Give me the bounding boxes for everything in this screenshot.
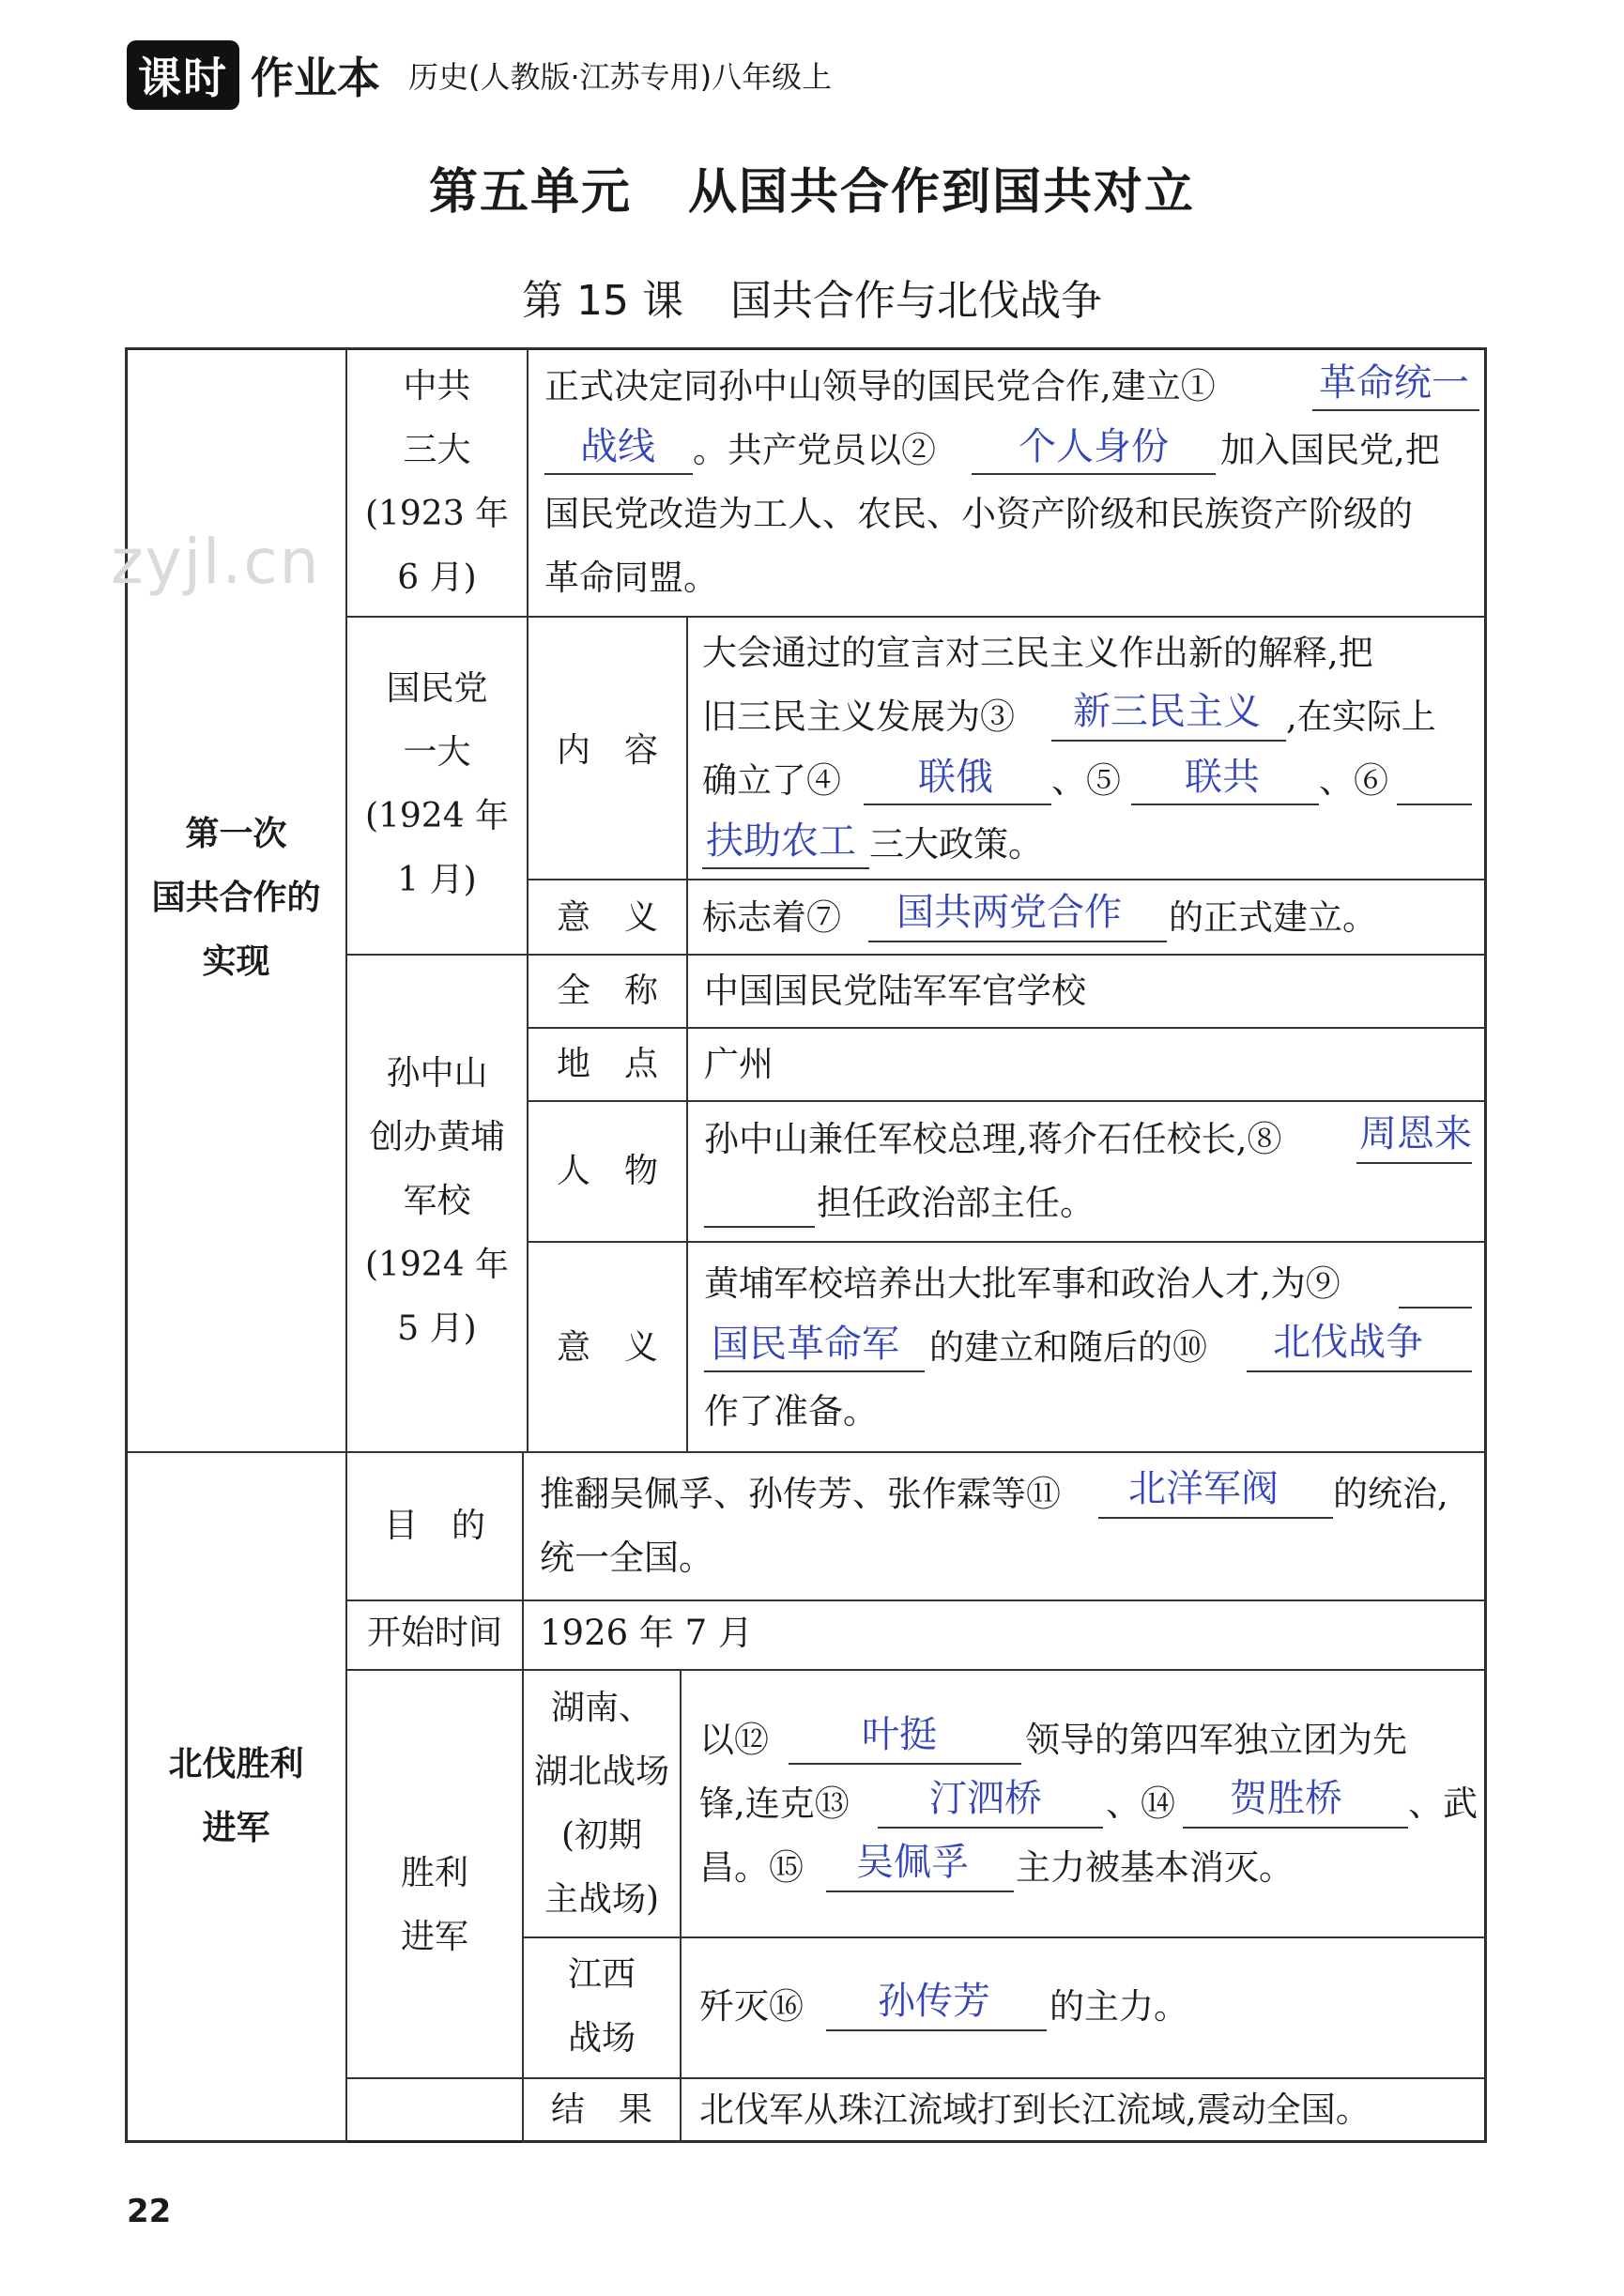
zhonggong-line1: 正式决定同孙中山领导的国民党合作,建立① [544,366,1216,406]
blank-8b [704,1226,815,1228]
blank-9a [1399,1307,1472,1309]
blank-1 [1312,409,1479,411]
answer-2: 个人身份 [1019,425,1169,468]
zhonggong-label-4: 6 月) [397,559,477,597]
goal-line1a: 推翻吴佩孚、孙传芳、张作霖等⑪ [540,1474,1061,1514]
answer-5: 联共 [1185,756,1260,799]
hp-meaning-label: 意 义 [556,1328,658,1367]
blank-3 [1051,740,1286,742]
hunan-line3b: 主力被基本消灭。 [1016,1847,1294,1888]
answer-16: 孙传芳 [878,1980,990,2023]
gmd-label-3: (1924 年 [364,797,510,835]
watermark-text: zyjl.cn [111,526,321,598]
hp-meaning-2b: 的建立和随后的⑩ [929,1327,1207,1368]
answer-6: 扶助农工 [706,819,856,863]
hp-people-label: 人 物 [556,1152,658,1190]
hp-meaning-1: 黄埔军校培养出大批军事和政治人才,为⑨ [704,1263,1341,1304]
gmd-label-1: 国民党 [386,669,488,708]
jiangxi-line-b: 的主力。 [1049,1986,1188,2027]
gmd-meaning-b: 的正式建立。 [1169,897,1377,938]
zhonggong-line2b: 加入国民党,把 [1220,430,1440,470]
huangpu-label-2: 创办黄埔 [369,1118,505,1156]
hunan-label-4: 主战场) [544,1880,660,1919]
hunan-label-3: (初期 [560,1816,643,1855]
start-label: 开始时间 [366,1614,502,1652]
answer-3: 新三民主义 [1073,690,1261,733]
hp-place: 广州 [704,1044,774,1084]
result-label: 结 果 [550,2090,652,2129]
answer-7: 国共两党合作 [896,891,1122,934]
hunan-line1b: 领导的第四军独立团为先 [1025,1720,1407,1760]
series-logo: 课时 [127,40,239,110]
gmd-line3b: 、⑤ [1051,760,1121,801]
hp-people-a: 孙中山兼任军校总理,蒋介石任校长,⑧ [704,1119,1282,1159]
goal-line1b: 的统治, [1333,1474,1448,1514]
huangpu-label-4: (1924 年 [364,1246,510,1284]
advance-label-2: 进军 [400,1918,468,1956]
goal-line2: 统一全国。 [540,1538,713,1578]
zhonggong-label-2: 三大 [403,431,471,469]
zhonggong-label-3: (1923 年 [364,495,510,533]
answer-9: 国民革命军 [712,1323,899,1366]
zhonggong-label-1: 中共 [403,367,471,406]
zhonggong-line3: 国民党改造为工人、农民、小资产阶级和民族资产阶级的 [544,494,1413,534]
blank-5 [1131,804,1319,805]
hunan-line2a: 锋,连克⑬ [699,1783,850,1824]
category-first-line2: 国共合作的 [151,879,321,917]
answer-8: 周恩来 [1359,1112,1472,1156]
blank-1b [544,473,693,475]
series-logo-sub: 作业本 [251,53,380,103]
lesson-name: 国共合作与北伐战争 [729,277,1102,325]
jiangxi-line-a: 歼灭⑯ [699,1986,804,2027]
answer-10: 北伐战争 [1273,1321,1423,1364]
hp-place-label: 地 点 [556,1045,658,1083]
gmd-meaning-label: 意 义 [556,898,658,937]
book-series: 历史(人教版·江苏专用)八年级上 [408,59,833,95]
gmd-line2a: 旧三民主义发展为③ [702,696,1015,737]
answer-1a: 革命统一 [1319,361,1469,405]
category-first-line1: 第一次 [185,815,287,853]
zhonggong-line2a: 。共产党员以② [693,430,936,470]
hp-fullname: 中国国民党陆军军官学校 [704,971,1086,1011]
jiangxi-label-1: 江西 [567,1955,636,1994]
gmd-line2b: ,在实际上 [1286,696,1436,737]
hunan-label-2: 湖北战场 [533,1753,669,1791]
gmd-content-label: 内 容 [556,731,658,770]
gmd-line4b: 三大政策。 [869,824,1043,865]
answer-14: 贺胜桥 [1230,1777,1342,1820]
blank-6b [702,867,869,869]
gmd-label-2: 一大 [403,733,471,772]
start-value: 1926 年 7 月 [540,1613,753,1653]
unit-name: 从国共合作到国共对立 [688,164,1196,221]
hunan-line2c: 、武 [1408,1783,1478,1824]
page-number: 22 [127,2193,172,2230]
hunan-line2b: 、⑭ [1106,1783,1175,1824]
blank-6a [1397,804,1472,805]
result-text: 北伐军从珠江流域打到长江流域,震动全国。 [699,2089,1371,2130]
blank-2 [972,473,1216,475]
blank-12 [789,1763,1021,1765]
category-second-line1: 北伐胜利 [168,1745,304,1783]
goal-label: 目 的 [383,1507,485,1545]
gmd-line3a: 确立了④ [702,760,841,801]
gmd-line1: 大会通过的宣言对三民主义作出新的解释,把 [702,633,1373,673]
category-first-line3: 实现 [202,942,270,981]
huangpu-label-3: 军校 [403,1182,471,1220]
blank-14 [1183,1827,1408,1829]
hp-fullname-label: 全 称 [556,972,658,1010]
blank-11 [1098,1517,1333,1519]
blank-4 [864,804,1051,805]
hp-people-b: 担任政治部主任。 [817,1183,1095,1223]
lesson-number: 第 15 课 [522,277,683,325]
blank-8 [1356,1162,1472,1164]
blank-13 [878,1827,1103,1829]
answer-1b: 战线 [580,425,655,468]
hunan-line3a: 昌。⑮ [699,1847,804,1888]
category-second-line2: 进军 [202,1809,270,1847]
gmd-meaning-a: 标志着⑦ [702,897,841,938]
hp-place-cell [686,1027,1487,1102]
gmd-line3c: 、⑥ [1319,760,1388,801]
hunan-label-1: 湖南、 [550,1689,652,1727]
answer-12: 叶挺 [862,1713,937,1756]
answer-15: 吴佩孚 [856,1841,969,1884]
zhonggong-line4: 革命同盟。 [544,558,718,598]
hp-meaning-3: 作了准备。 [704,1391,878,1431]
unit-number: 第五单元 [428,164,632,221]
gmd-label-4: 1 月) [397,861,477,899]
blank-10 [1247,1370,1472,1372]
answer-4: 联俄 [918,756,993,799]
blank-15 [826,1890,1014,1892]
answer-11: 北洋军阀 [1128,1467,1279,1510]
blank-7 [868,941,1167,942]
hunan-line1a: 以⑫ [699,1720,769,1760]
advance-label-1: 胜利 [400,1854,468,1892]
blank-9b [704,1370,925,1372]
blank-16 [826,2029,1047,2031]
huangpu-label-1: 孙中山 [386,1054,488,1093]
jiangxi-label-2: 战场 [567,2019,636,2058]
answer-13: 汀泗桥 [929,1777,1042,1820]
huangpu-label-5: 5 月) [397,1309,477,1348]
